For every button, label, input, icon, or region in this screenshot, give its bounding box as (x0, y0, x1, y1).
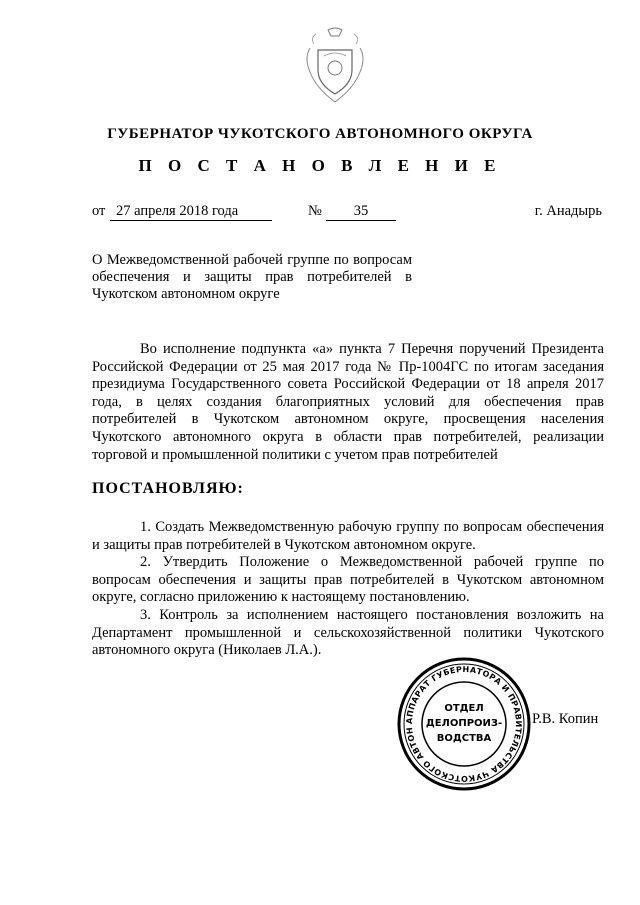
decree-item-3: 3. Контроль за исполнением настоящего постановления возложить на Департамент промышленной и сельскохозяйственной политики Чукотского автономного округа (Николаев Л.А.). (92, 606, 604, 659)
stamp-line-3: ВОДСТВА (436, 733, 492, 744)
stamp-line-2: ДЕЛОПРОИЗ- (425, 718, 503, 729)
decree-items (92, 519, 604, 660)
preamble (92, 341, 604, 464)
place: г. Анадырь (534, 203, 602, 219)
signatory-name: Р.В. Копин (532, 711, 599, 727)
coat-of-arms-emblem (300, 26, 370, 108)
number-sign: № (308, 203, 322, 219)
decree-item-2: 2. Утвердить Положение о Межведомственной рабочей группе по вопросам обеспечения и защиты прав потребителей в Чукотском автономном округе, согласно приложению к настоящему постановлению. (92, 554, 604, 606)
stamp-ring-text: АППАРАТ ГУБЕРНАТОРА И ПРАВИТЕЛЬСТВА ЧУКОТСКОГО АВТОН (404, 664, 524, 784)
document-type-heading: П О С Т А Н О В Л Е Н И Е (138, 156, 502, 175)
date-prefix: от (92, 203, 106, 219)
document-subject: О Межведомственной рабочей группе по вопросам обеспечения и защиты прав потребителей в Чукотском автономном округе (92, 252, 412, 302)
issuing-authority-heading: ГУБЕРНАТОР ЧУКОТСКОГО АВТОНОМНОГО ОКРУГА (107, 126, 533, 142)
official-stamp (396, 656, 532, 792)
date-field (110, 203, 272, 223)
preamble-text: Во исполнение подпункта «а» пункта 7 Перечня поручений Президента Российской Федерации от 25 мая 2017 года № Пр-1004ГС по итогам заседания президиума Государственного совета Российской Федерации от 18 апреля 2017 года, в целях создания благоприятных условий для обеспечения прав потребителей в Чукотском автономном округе, просвещения населения Чукотского автономного округа в области прав потребителей, реализации торговой и промышленной политики с учетом прав потребителей (92, 341, 604, 463)
number-field (326, 203, 396, 223)
decree-item-1: 1. Создать Межведомственную рабочую группу по вопросам обеспечения и защиты прав потребителей в Чукотском автономном округе. (92, 519, 604, 553)
date-value: 27 апреля 2018 года (110, 203, 272, 221)
stamp-line-1: ОТДЕЛ (444, 703, 484, 714)
decree-heading: ПОСТАНОВЛЯЮ: (92, 480, 244, 497)
number-value: 35 (326, 203, 396, 221)
